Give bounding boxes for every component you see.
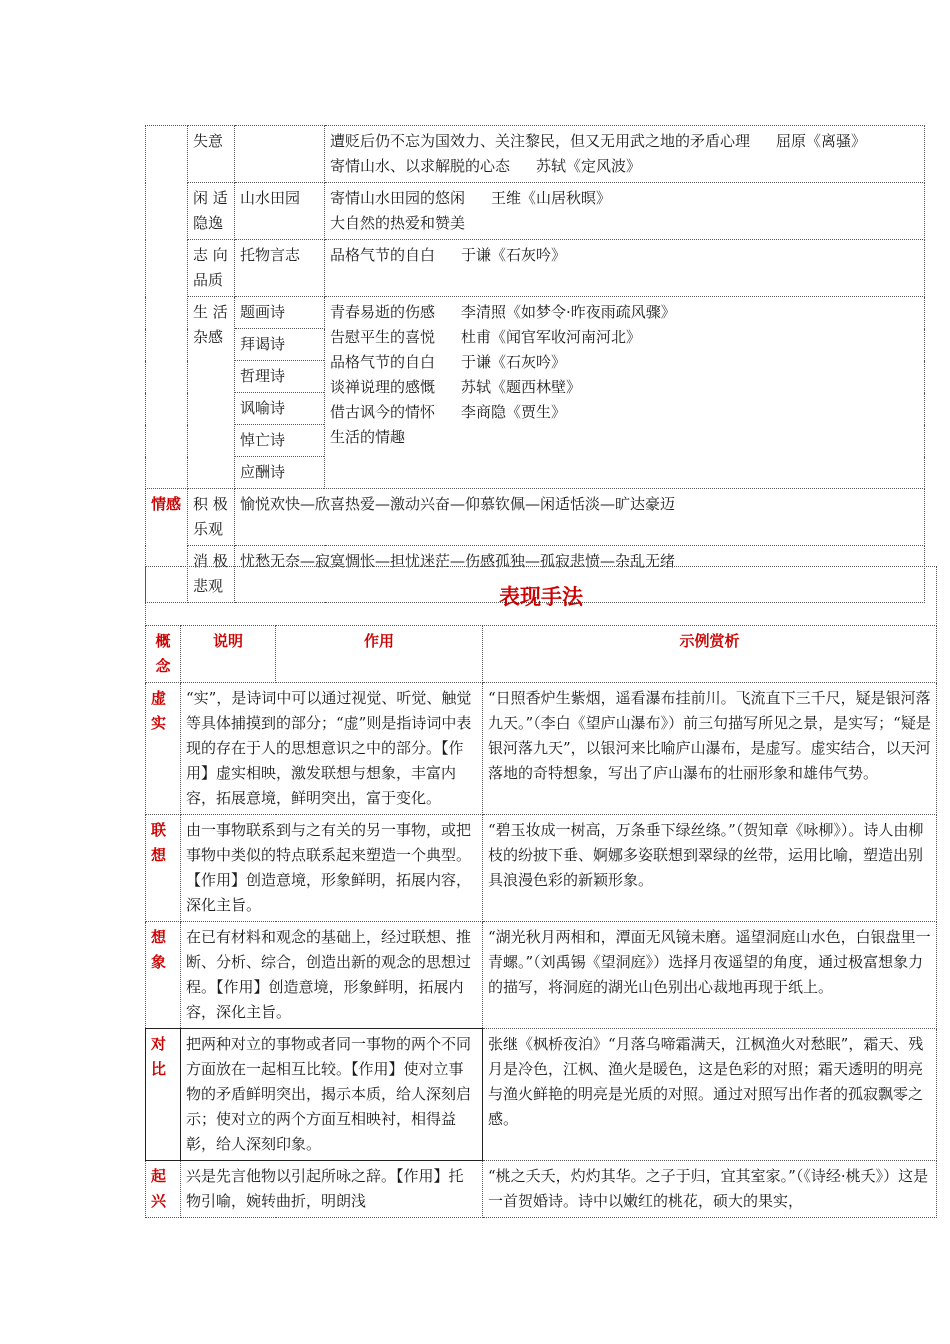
techniques-table — [145, 566, 937, 1218]
header-effect: 作用 — [276, 626, 483, 683]
poem-type: 拜谒诗 — [235, 329, 325, 361]
example-cell: “湖光秋月两相和，潭面无风镜未磨。遥望洞庭山水色，白银盘里一青螺。”（刘禹锡《望洞庭》）选择月夜遥望的角度，通过极富想象力的描写，将洞庭的湖光山色别出心裁地再现于纸上。 — [483, 922, 937, 1029]
table-row — [146, 297, 925, 329]
example-cell: “碧玉妆成一树高，万条垂下绿丝绦。”（贺知章《咏柳》）。诗人由柳枝的纷披下垂、婀娜多姿联想到翠绿的丝带，运用比喻，塑造出别具浪漫色彩的新颖形象。 — [483, 815, 937, 922]
poem-type: 讽喻诗 — [235, 393, 325, 425]
table-row — [146, 815, 937, 922]
sub-category: 志 向 品质 — [188, 240, 235, 297]
example-cell: 张继《枫桥夜泊》“月落乌啼霜满天，江枫渔火对愁眠”，霜天、残月是冷色，江枫、渔火是暖色，这是色彩的对照；霜天透明的明亮与渔火鲜艳的明亮是光质的对照。通过对照写出作者的孤寂飘零之感。 — [483, 1029, 937, 1161]
content-cell: 品格气节的自白 于谦《石灰吟》 — [325, 240, 925, 297]
concept-cell: 起兴 — [146, 1161, 181, 1218]
poem-type: 题画诗 — [235, 297, 325, 329]
desc-cell: 在已有材料和观念的基础上，经过联想、推断、分析、综合，创造出新的观念的思想过程。【作用】创造意境，形象鲜明，拓展内容，深化主旨。 — [181, 922, 483, 1029]
emotion-category: 情感 — [146, 489, 188, 603]
concept-cell: 联想 — [146, 815, 181, 922]
desc-cell: 由一事物联系到与之有关的另一事物，或把事物中类似的特点联系起来塑造一个典型。【作用】创造意境，形象鲜明，拓展内容，深化主旨。 — [181, 815, 483, 922]
poem-type: 山水田园 — [235, 183, 325, 240]
table-row — [146, 683, 937, 815]
header-row — [146, 626, 937, 683]
poem-type: 托物言志 — [235, 240, 325, 297]
category-cell-blank — [146, 126, 188, 489]
desc-cell: 兴是先言他物以引起所咏之辞。【作用】托物引喻，婉转曲折，明朗浅 — [181, 1161, 483, 1218]
concept-cell: 虚实 — [146, 683, 181, 815]
sub-category: 积 极 乐观 — [188, 489, 235, 546]
poem-type: 应酬诗 — [235, 457, 325, 489]
example-cell: “日照香炉生紫烟，遥看瀑布挂前川。飞流直下三千尺，疑是银河落九天。”（李白《望庐山瀑布》）前三句描写所见之景，是实写；“疑是银河落九天”，以银河来比喻庐山瀑布，是虚写。虚实结合，以天河落地的奇特想象，写出了庐山瀑布的壮丽形象和雄伟气势。 — [483, 683, 937, 815]
poem-type: 悼亡诗 — [235, 425, 325, 457]
content-cell: 青春易逝的伤感 李清照《如梦令·昨夜雨疏风骤》 告慰平生的喜悦 杜甫《闻官军收河南河北》 品格气节的自白 于谦《石灰吟》 谈禅说理的感慨 苏轼《题西林壁》 借古讽今的情怀 李商隐《贾生》 生活的情趣 — [325, 297, 925, 489]
content-cell: 忧愁无奈—寂寞惆怅—担忧迷茫—伤感孤独—孤寂悲愤—杂乱无绪 — [235, 546, 925, 603]
content-cell: 愉悦欢快—欣喜热爱—激动兴奋—仰慕钦佩—闲适恬淡—旷达豪迈 — [235, 489, 925, 546]
desc-cell: 把两种对立的事物或者同一事物的两个不同方面放在一起相互比较。【作用】使对立事物的矛盾鲜明突出，揭示本质，给人深刻启示；使对立的两个方面互相映衬，相得益彰，给人深刻印象。 — [181, 1029, 483, 1161]
concept-cell: 想象 — [146, 922, 181, 1029]
sub-category: 消 极 悲观 — [188, 546, 235, 603]
table-row — [146, 183, 925, 240]
themes-table — [145, 125, 925, 603]
table-row — [146, 1029, 937, 1161]
table-row — [146, 489, 925, 546]
table-row — [146, 922, 937, 1029]
header-concept: 概念 — [146, 626, 181, 683]
table-row — [146, 1161, 937, 1218]
concept-cell: 对比 — [146, 1029, 181, 1161]
table-row — [146, 240, 925, 297]
poem-type: 哲理诗 — [235, 361, 325, 393]
sub-category: 失意 — [188, 126, 235, 183]
example-cell: “桃之夭夭，灼灼其华。之子于归，宜其室家。”（《诗经·桃夭》）这是一首贺婚诗。诗中以嫩红的桃花，硕大的果实， — [483, 1161, 937, 1218]
table-row — [146, 126, 925, 183]
desc-cell: “实”，是诗词中可以通过视觉、听觉、触觉等具体捕摸到的部分；“虚”则是指诗词中表现的存在于人的思想意识之中的部分。【作用】虚实相映，激发联想与想象，丰富内容，拓展意境，鲜明突出，富于变化。 — [181, 683, 483, 815]
content-cell: 遭贬后仍不忘为国效力、关注黎民，但又无用武之地的矛盾心理 屈原《离骚》 寄情山水、以求解脱的心态 苏轼《定风波》 — [325, 126, 925, 183]
header-desc: 说明 — [181, 626, 276, 683]
sub-category: 生 活 杂感 — [188, 297, 235, 489]
poem-type — [235, 126, 325, 183]
section-title: 表现手法 — [146, 567, 937, 626]
header-example: 示例赏析 — [483, 626, 937, 683]
content-cell: 寄情山水田园的悠闲 王维《山居秋暝》 大自然的热爱和赞美 — [325, 183, 925, 240]
sub-category: 闲 适 隐逸 — [188, 183, 235, 240]
